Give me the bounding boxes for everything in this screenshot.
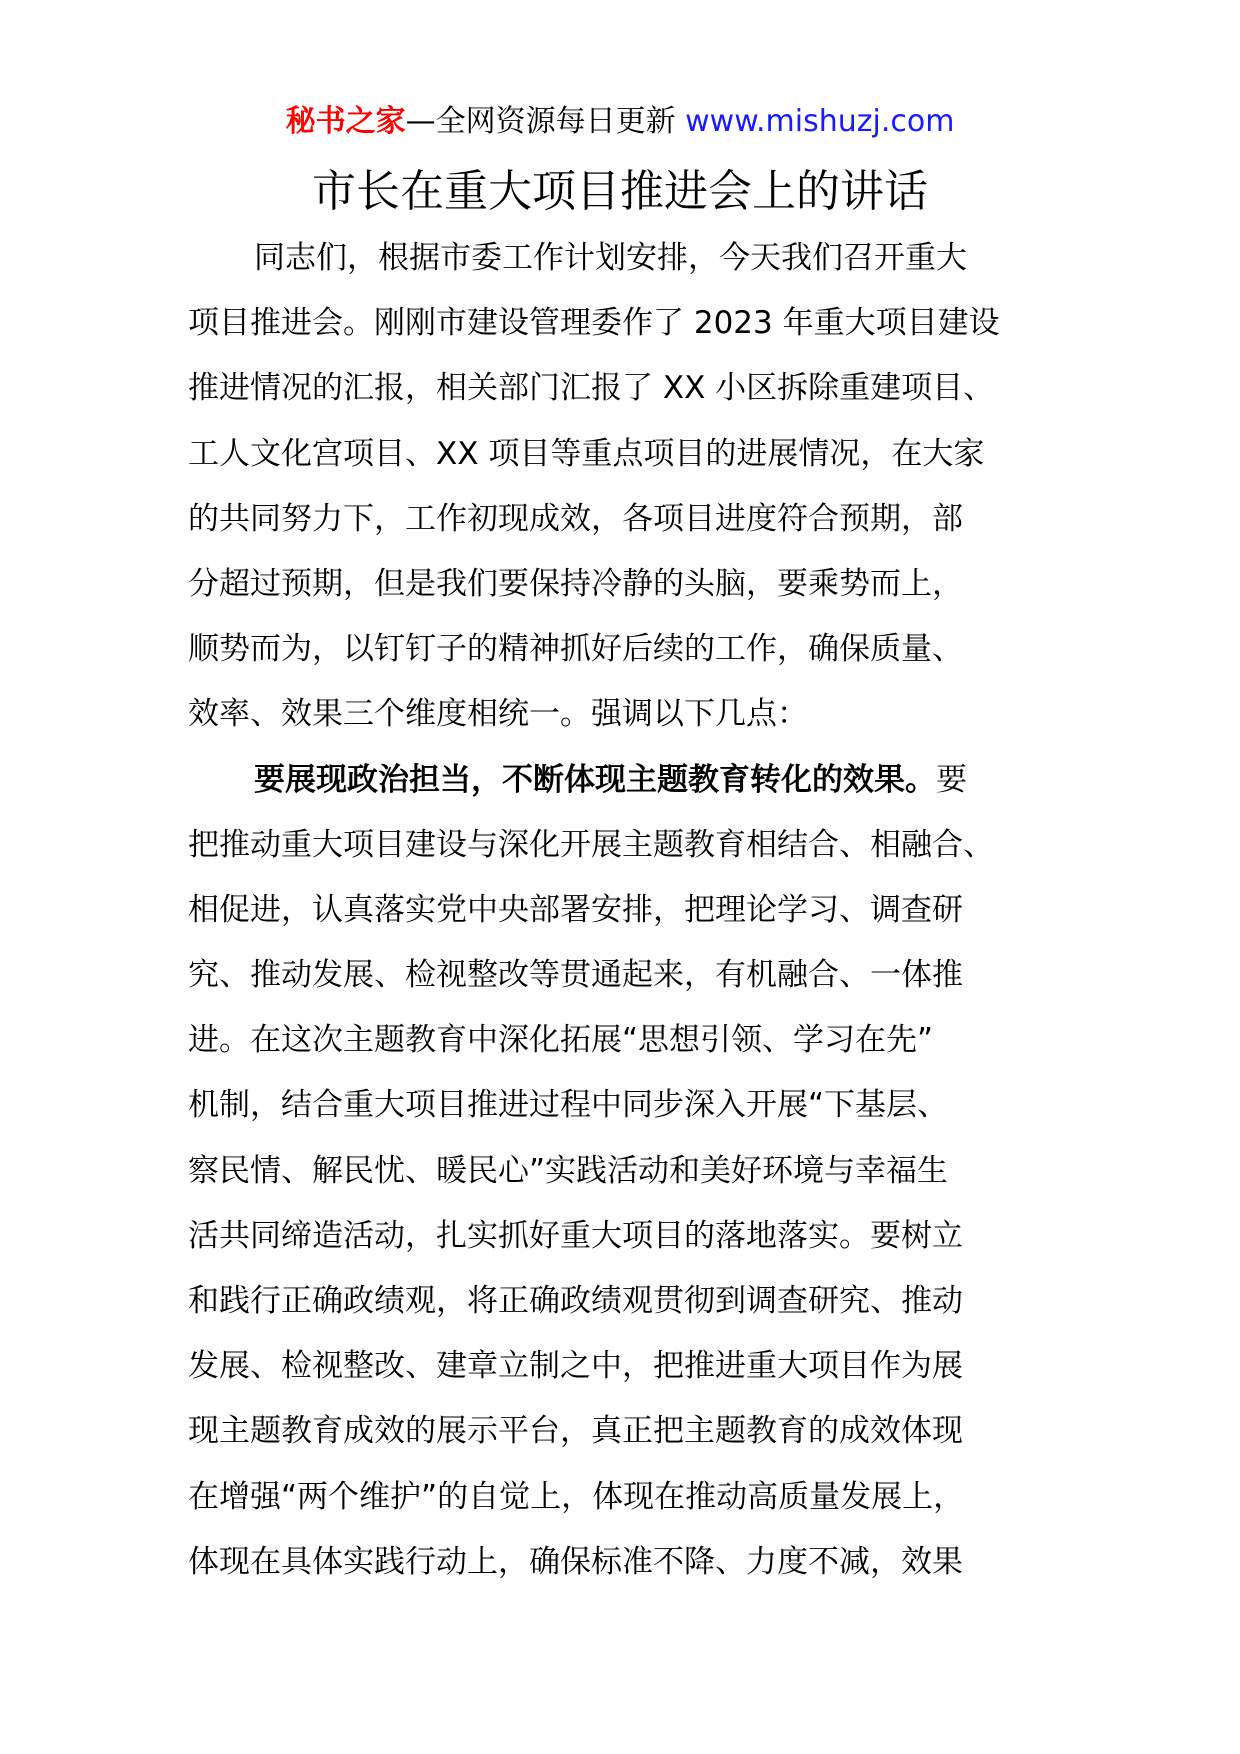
body-line: 项目推进会。刚刚市建设管理委作了 2023 年重大项目建设 xyxy=(188,305,1000,342)
body-line: 相促进，认真落实党中央部署安排，把理论学习、调查研 xyxy=(188,891,963,928)
body-line: 顺势而为，以钉钉子的精神抓好后续的工作，确保质量、 xyxy=(188,631,963,668)
header-tagline: —全网资源每日更新 xyxy=(405,104,686,139)
body-line: 和践行正确政绩观，将正确政绩观贯彻到调查研究、推动 xyxy=(188,1283,963,1319)
document-body xyxy=(188,226,1068,1595)
body-line: 现主题教育成效的展示平台，真正把主题教育的成效体现 xyxy=(188,1413,963,1450)
section-heading: 要展现政治担当，不断体现主题教育转化的效果。 xyxy=(254,761,936,798)
section-heading-continuation: 要 xyxy=(936,761,967,798)
body-line: 的共同努力下，工作初现成效，各项目进度符合预期，部 xyxy=(188,500,963,537)
body-line: 同志们，根据市委工作计划安排，今天我们召开重大 xyxy=(254,240,967,276)
body-line: 活共同缔造活动，扎实抓好重大项目的落地落实。要树立 xyxy=(188,1217,963,1254)
section-heading-line xyxy=(188,748,1068,813)
body-line: 效率、效果三个维度相统一。强调以下几点： xyxy=(188,696,808,733)
body-line: 机制，结合重大项目推进过程中同步深入开展“下基层、 xyxy=(188,1087,949,1124)
body-line: 发展、检视整改、建章立制之中，把推进重大项目作为展 xyxy=(188,1348,963,1385)
body-line: 进。在这次主题教育中深化拓展“思想引领、学习在先” xyxy=(188,1022,934,1059)
body-line: 察民情、解民忧、暖民心”实践活动和美好环境与幸福生 xyxy=(188,1152,949,1189)
document-title: 市长在重大项目推进会上的讲话 xyxy=(312,166,928,217)
body-line: 把推动重大项目建设与深化开展主题教育相结合、相融合、 xyxy=(188,826,994,863)
body-line: 分超过预期，但是我们要保持冷静的头脑，要乘势而上， xyxy=(188,565,963,602)
body-line: 推进情况的汇报，相关部门汇报了 XX 小区拆除重建项目、 xyxy=(188,370,995,407)
brand-name: 秘书之家 xyxy=(285,104,406,139)
body-line: 工人文化宫项目、XX 项目等重点项目的进展情况，在大家 xyxy=(188,435,985,472)
site-url: www.mishuzj.com xyxy=(685,104,955,139)
site-header xyxy=(0,100,1240,144)
body-line: 体现在具体实践行动上，确保标准不降、力度不减，效果 xyxy=(188,1543,963,1580)
body-line: 在增强“两个维护”的自觉上，体现在推动高质量发展上， xyxy=(188,1478,965,1515)
body-line: 究、推动发展、检视整改等贯通起来，有机融合、一体推 xyxy=(188,957,963,994)
